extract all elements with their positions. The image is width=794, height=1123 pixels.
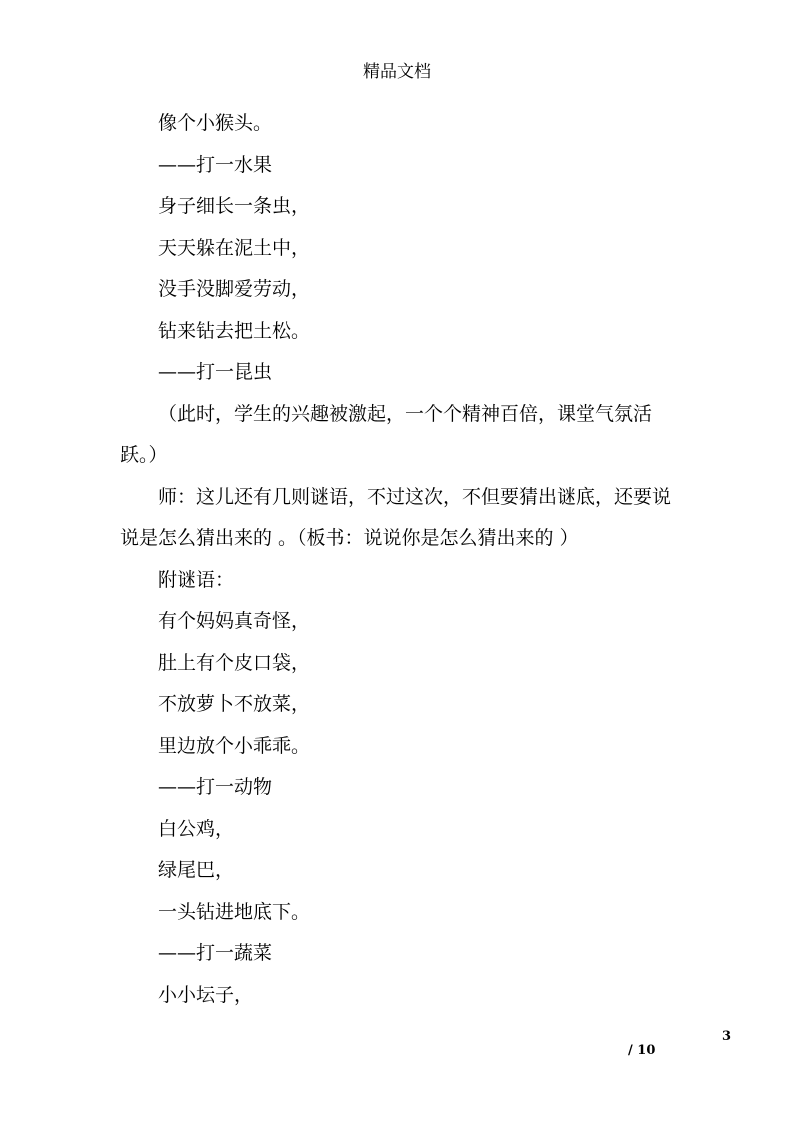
paragraph: 肚上有个皮口袋， bbox=[158, 651, 311, 674]
page-total: / 10 bbox=[628, 1043, 656, 1058]
paragraph: 师：这儿还有几则谜语，不过这次，不但要猜出谜底，还要说说是怎么猜出来的 。（板书：说说你是怎么猜出来的 ） bbox=[120, 485, 672, 549]
paragraph: 身子细长一条虫， bbox=[158, 195, 311, 217]
page-number: 3 bbox=[722, 1029, 732, 1044]
paragraph: 绿尾巴， bbox=[158, 859, 235, 881]
paragraph: 白公鸡， bbox=[158, 817, 235, 840]
page-header-title: 精品文档 bbox=[363, 62, 431, 82]
paragraph: 钻来钻去把土松。 bbox=[158, 319, 311, 342]
paragraph: 附谜语： bbox=[158, 568, 235, 591]
paragraph: 没手没脚爱劳动， bbox=[158, 278, 311, 300]
paragraph: ——打一动物 bbox=[158, 776, 273, 798]
paragraph: （此时，学生的兴趣被激起，一个个精神百倍，课堂气氛活跃。） bbox=[120, 402, 653, 466]
paragraph: 天天躲在泥土中， bbox=[158, 236, 311, 259]
paragraph: ——打一蔬菜 bbox=[158, 942, 273, 964]
paragraph: 一头钻进地底下。 bbox=[158, 900, 311, 923]
paragraph: 有个妈妈真奇怪， bbox=[158, 610, 311, 632]
paragraph: 小小坛子， bbox=[158, 983, 254, 1006]
paragraph: 像个小猴头。 bbox=[158, 112, 273, 134]
paragraph: ——打一昆虫 bbox=[158, 361, 273, 383]
paragraph: 里边放个小乖乖。 bbox=[158, 734, 311, 757]
paragraph: 不放萝卜不放菜， bbox=[158, 693, 311, 715]
paragraph: ——打一水果 bbox=[158, 153, 273, 176]
document-body bbox=[120, 103, 680, 1016]
